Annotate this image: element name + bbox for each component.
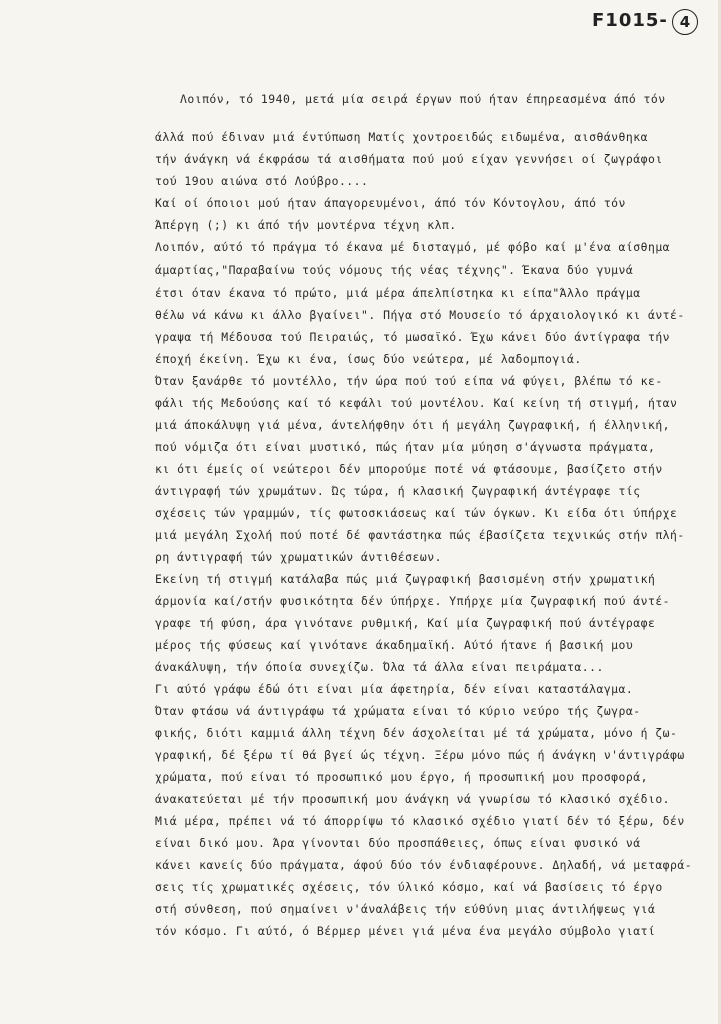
- text-line: σεις τίς χρωματικές σχέσεις, τόν ύλικό κόσμο, καί νά βασίσεις τό έργο: [155, 880, 663, 894]
- text-line: άρμονία καί/στήν φυσικότητα δέν ύπήρχε. Υπήρχε μία ζωγραφική πού άντέ-: [155, 594, 671, 608]
- text-line: Γι αύτό γράφω έδώ ότι είναι μία άφετηρία, δέν είναι καταστάλαγμα.: [155, 682, 634, 696]
- text-line: θέλω νά κάνω κι άλλο βγαίνει". Πήγα στό Μουσείο τό άρχαιολογικό κι άντέ-: [155, 308, 685, 322]
- text-line: Όταν φτάσω νά άντιγράφω τά χρώματα είναι τό κύριο νεύρο τής ζωγρα-: [155, 704, 641, 718]
- text-line: χρώματα, πού είναι τό προσωπικό μου έργο, ή προσωπική μου προσφορά,: [155, 770, 648, 784]
- text-line: έτσι όταν έκανα τό πρώτο, μιά μέρα άπελπίστηκα κι είπα"Άλλο πράγμα: [155, 286, 641, 300]
- text-line: Λοιπόν, αύτό τό πράγμα τό έκανα μέ δισταγμό, μέ φόβο καί μ'ένα αίσθημα: [155, 240, 671, 254]
- text-line: γραφική, δέ ξέρω τί θά βγεί ώς τέχνη. Ξέρω μόνο πώς ή άνάγκη ν'άντιγράφω: [155, 748, 685, 762]
- text-line: Λοιπόν, τό 1940, μετά μία σειρά έργων πού ήταν έπηρεασμένα άπό τόν: [180, 92, 666, 106]
- text-line: τήν άνάγκη νά έκφράσω τά αισθήματα πού μού είχαν γεννήσει οί ζωγράφοι: [155, 152, 663, 166]
- text-line: γραφε τή φύση, άρα γινότανε ρυθμική, Καί μία ζωγραφική πού άντέγραφε: [155, 616, 656, 630]
- text-line: τόν κόσμο. Γι αύτό, ό Βέρμερ μένει γιά μένα ένα μεγάλο σύμβολο γιατί: [155, 924, 656, 938]
- text-line: άμαρτίας,"Παραβαίνω τούς νόμους τής νέας τέχνης". Έκανα δύο γυμνά: [155, 263, 634, 277]
- archive-reference-code: F1015-: [592, 10, 668, 31]
- text-line: έποχή έκείνη. Έχω κι ένα, ίσως δύο νεώτερα, μέ λαδομπογιά.: [155, 352, 582, 366]
- circled-page-number: 4: [672, 9, 698, 35]
- text-line: Άπέργη (;) κι άπό τήν μοντέρνα τέχνη κλπ.: [155, 218, 457, 232]
- text-line: άντιγραφή τών χρωμάτων. Ώς τώρα, ή κλασική ζωγραφική άντέγραφε τίς: [155, 484, 641, 498]
- text-line: μέρος τής φύσεως καί γινότανε άκαδημαϊκή. Αύτό ήτανε ή βασική μου: [155, 638, 634, 652]
- text-line: κι ότι έμείς οί νεώτεροι δέν μπορούμε ποτέ νά φτάσουμε, βασίζετο στήν: [155, 462, 663, 476]
- text-line: πού νόμιζα ότι είναι μυστικό, πώς ήταν μία μύηση σ'άγνωστα πράγματα,: [155, 440, 656, 454]
- text-line: στή σύνθεση, πού σημαίνει ν'άναλάβεις τήν εύθύνη μιας άντιλήψεως γιά: [155, 902, 656, 916]
- text-line: Καί οί όποιοι μού ήταν άπαγορευμένοι, άπό τόν Κόντογλου, άπό τόν: [155, 196, 626, 210]
- text-line: μιά άποκάλυψη γιά μένα, άντελήφθην ότι ή μεγάλη ζωγραφική, ή έλληνική,: [155, 418, 671, 432]
- text-line: μιά μεγάλη Σχολή πού ποτέ δέ φαντάστηκα πώς έβασίζετα τεχνικώς στήν πλή-: [155, 528, 685, 542]
- text-line: είναι δικό μου. Άρα γίνονται δύο προσπάθειες, όπως είναι φυσικό νά: [155, 836, 641, 850]
- text-line: φικής, διότι καμμιά άλλη τέχνη δέν άσχολείται μέ τά χρώματα, μόνο ή ζω-: [155, 726, 678, 740]
- text-line: τού 19ου αιώνα στό Λούβρο....: [155, 174, 369, 188]
- text-line: κάνει κανείς δύο πράγματα, άφού δύο τόν ένδιαφέρουνε. Δηλαδή, νά μεταφρά-: [155, 858, 693, 872]
- text-line: Όταν ξανάρθε τό μοντέλλο, τήν ώρα πού τού είπα νά φύγει, βλέπω τό κε-: [155, 374, 663, 388]
- text-line: σχέσεις τών γραμμών, τίς φωτοσκιάσεως καί τών όγκων. Κι είδα ότι ύπήρχε: [155, 506, 678, 520]
- text-line: Μιά μέρα, πρέπει νά τό άπορρίψω τό κλασικό σχέδιο γιατί δέν τό ξέρω, δέν: [155, 814, 685, 828]
- text-line: άνακατεύεται μέ τήν προσωπική μου άνάγκη νά γνωρίσω τό κλασικό σχέδιο.: [155, 792, 671, 806]
- text-line: άλλά πού έδιναν μιά έντύπωση Ματίς χοντροειδώς ειδωμένα, αισθάνθηκα: [155, 130, 648, 144]
- text-line: ρη άντιγραφή τών χρωματικών άντιθέσεων.: [155, 550, 442, 564]
- text-line: γραψα τή Μέδουσα τού Πειραιώς, τό μωσαϊκό. Έχω κάνει δύο άντίγραφα τήν: [155, 330, 671, 344]
- text-line: φάλι τής Μεδούσης καί τό κεφάλι τού μοντέλου. Καί κείνη τή στιγμή, ήταν: [155, 396, 678, 410]
- text-line: άνακάλυψη, τήν όποία συνεχίζω. Όλα τά άλλα είναι πειράματα...: [155, 660, 604, 674]
- text-line: Εκείνη τή στιγμή κατάλαβα πώς μιά ζωγραφική βασισμένη στήν χρωματική: [155, 572, 656, 586]
